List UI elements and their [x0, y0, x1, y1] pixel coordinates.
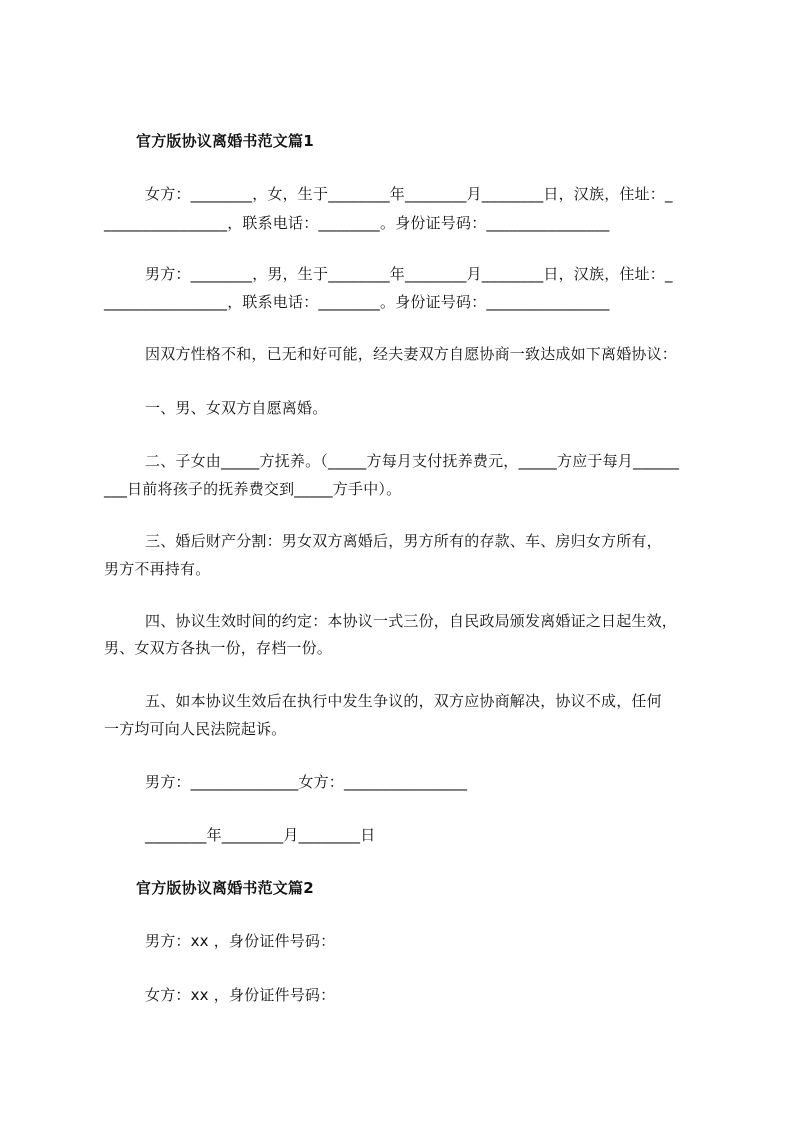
agreement-intro: 因双方性格不和，已无和好可能，经夫妻双方自愿协商一致达成如下离婚协议： [145, 345, 678, 363]
male-info-line-2: ________________，联系电话：________。身份证号码：________________ [104, 293, 610, 311]
article-2-title: 官方版协议离婚书范文篇2 [136, 879, 314, 897]
clause-4-line-2: 男、女双方各执一份，存档一份。 [104, 639, 333, 657]
clause-3-line-1: 三、婚后财产分割：男女双方离婚后，男方所有的存款、车、房归女方所有， [145, 532, 662, 550]
female-info-line-1: 女方：________，女，生于________年________月________日，汉族，住址：_ [145, 185, 673, 203]
clause-2-line-1: 二、子女由_____方抚养。（_____方每月支付抚养费元，_____方应于每月______ [145, 452, 680, 470]
clause-2-line-2: ___日前将孩子的抚养费交到_____方手中）。 [104, 480, 402, 498]
clause-3-line-2: 男方不再持有。 [104, 560, 211, 578]
article-1-title: 官方版协议离婚书范文篇1 [136, 132, 314, 150]
signature-line: 男方：______________女方：________________ [145, 773, 468, 791]
clause-4-line-1: 四、协议生效时间的约定：本协议一式三份，自民政局颁发离婚证之日起生效， [145, 612, 678, 630]
article-2-female-line: 女方：xx ，身份证件号码： [145, 986, 336, 1004]
article-2-male-line: 男方：xx ，身份证件号码： [145, 932, 336, 950]
male-info-line-1: 男方：________，男，生于________年________月________日，汉族，住址：_ [145, 265, 673, 283]
clause-5-line-2: 一方均可向人民法院起诉。 [104, 720, 287, 738]
clause-1: 一、男、女双方自愿离婚。 [145, 399, 328, 417]
clause-5-line-1: 五、如本协议生效后在执行中发生争议的，双方应协商解决，协议不成，任何 [145, 692, 662, 710]
female-info-line-2: ________________，联系电话：________。身份证号码：________________ [104, 214, 610, 232]
date-line: ________年________月________日 [145, 826, 376, 844]
